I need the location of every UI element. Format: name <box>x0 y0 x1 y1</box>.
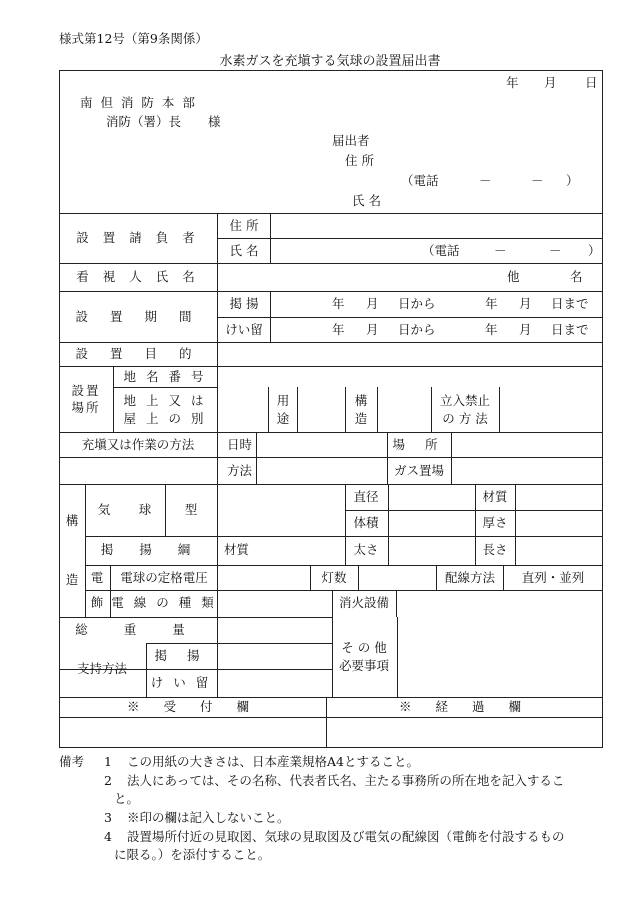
volume-label: 体積 <box>353 514 379 530</box>
notes-label: 備考 <box>59 754 85 769</box>
moor-from-year: 年 <box>332 321 345 337</box>
period-raise-label: 掲 揚 <box>229 295 259 311</box>
date-month: 月 <box>544 75 557 90</box>
contractor-address-label: 住 所 <box>229 217 259 233</box>
note-1-text: この用紙の大きさは、日本産業規格A4とすること。 <box>127 754 419 769</box>
length-label: 長さ <box>482 541 508 557</box>
total-weight-label: 総 重 量 <box>75 621 201 637</box>
applicant-name-label: 氏 名 <box>352 193 381 208</box>
moor-until: 日まで <box>551 321 589 337</box>
note-3-number: 3 <box>104 810 112 825</box>
date-day: 日 <box>585 75 598 90</box>
ground-roof-label-2: 屋 上 の 別 <box>123 410 207 426</box>
structure-section-label-2: 造 <box>65 571 79 587</box>
raise-from: 日から <box>398 295 436 311</box>
structure-label-2: 造 <box>354 410 368 426</box>
balloon-type-label: 型 <box>184 501 198 517</box>
datetime-label: 日時 <box>227 436 253 452</box>
contractor-phone-open: （電話 <box>422 242 460 258</box>
contractor-phone-dash1: － <box>494 242 507 258</box>
gas-storage-label: ガス置場 <box>393 462 445 478</box>
decoration-label-2: 飾 <box>90 594 104 610</box>
note-4-text-b: に限る。）を添付すること。 <box>114 847 271 862</box>
form-number: 様式第12号（第9条関係） <box>59 31 208 46</box>
support-method-label: 支持方法 <box>76 660 128 676</box>
moor-from: 日から <box>398 321 436 337</box>
support-moor-label: け い 留 <box>150 674 212 690</box>
addressee-line1: 南 但 消 防 本 部 <box>80 95 197 110</box>
watcher-persons: 名 <box>570 268 583 284</box>
use-label-1: 用 <box>276 392 290 408</box>
form-title: 水素ガスを充塡する気球の設置届出書 <box>219 54 441 69</box>
applicant-phone-close: ） <box>566 173 579 188</box>
other-items-label-1: そ の 他 <box>341 639 387 655</box>
support-raise-label: 掲 揚 <box>154 647 208 663</box>
date-year: 年 <box>506 75 519 90</box>
moor-until-month: 月 <box>519 321 532 337</box>
balloon-label-1: 気 <box>97 501 111 517</box>
addressee-sama: 様 <box>208 114 221 129</box>
contractor-phone-close: ） <box>588 242 601 258</box>
note-4-text-a: 設置場所付近の見取図、気球の見取図及び電気の配線図（電飾を付設するもの <box>127 829 565 844</box>
raise-from-year: 年 <box>332 295 345 311</box>
rated-voltage-label: 電球の定格電圧 <box>120 569 208 585</box>
watcher-others: 他 <box>507 268 520 284</box>
filling-method-label: 充塡又は作業の方法 <box>81 436 195 452</box>
raise-until-year: 年 <box>485 295 498 311</box>
raise-until-month: 月 <box>519 295 532 311</box>
other-items-label-2: 必要事項 <box>338 657 390 673</box>
restrict-label-1: 立入禁止 <box>439 392 491 408</box>
series-parallel-label: 直列・並列 <box>521 569 585 585</box>
addressee-line2: 消防（署）長 <box>106 114 182 129</box>
note-1-number: 1 <box>104 754 112 769</box>
site-label: 設置場所 <box>71 383 101 415</box>
note-2-text-a: 法人にあっては、その名称、代表者氏名、主たる事務所の所在地を記入するこ <box>127 773 565 788</box>
extinguisher-label: 消火設備 <box>338 594 390 610</box>
contractor-label: 設 置 請 負 者 <box>76 229 200 245</box>
structure-section-label-1: 構 <box>65 512 79 528</box>
balloon-label-2: 球 <box>138 501 152 517</box>
rope-size-label: 太さ <box>353 541 379 557</box>
wiring-method-label: 配線方法 <box>444 569 496 585</box>
moor-until-year: 年 <box>485 321 498 337</box>
raise-until: 日まで <box>551 295 589 311</box>
purpose-label: 設 置 目 的 <box>75 345 201 361</box>
period-label: 設 置 期 間 <box>75 308 201 324</box>
note-4-number: 4 <box>104 829 112 844</box>
diameter-label: 直径 <box>353 488 379 504</box>
applicant-address-label: 住 所 <box>345 153 374 168</box>
lamp-count-label: 灯数 <box>321 569 347 585</box>
material-label: 材質 <box>482 488 508 504</box>
structure-label-1: 構 <box>354 392 368 408</box>
note-3-text: ※印の欄は記入しないこと。 <box>127 810 290 825</box>
wire-type-label: 電 線 の 種 類 <box>111 594 217 610</box>
contractor-name-label: 氏 名 <box>229 242 259 258</box>
rope-material-label: 材質 <box>224 541 250 557</box>
raise-from-month: 月 <box>366 295 379 311</box>
applicant-phone-dash1: － <box>479 173 492 188</box>
reception-label: ※ 受 付 欄 <box>127 698 259 714</box>
method-label: 方法 <box>227 462 253 478</box>
restrict-label-2: の 方 法 <box>442 410 488 426</box>
rope-label: 掲 揚 綱 <box>100 541 202 557</box>
applicant-label: 届出者 <box>332 133 370 148</box>
period-moor-label: けい留 <box>225 321 263 337</box>
progress-label: ※ 経 過 欄 <box>399 698 531 714</box>
note-2-text-b: と。 <box>114 791 140 806</box>
watcher-label: 看 視 人 氏 名 <box>76 268 200 284</box>
applicant-phone-open: （電話 <box>401 173 439 188</box>
applicant-phone-dash2: － <box>531 173 544 188</box>
moor-from-month: 月 <box>366 321 379 337</box>
note-2-number: 2 <box>104 773 112 788</box>
thickness-label: 厚さ <box>482 514 508 530</box>
ground-roof-label-1: 地 上 又 は <box>123 392 207 408</box>
lot-number-label: 地 名 番 号 <box>123 368 207 384</box>
contractor-phone-dash2: － <box>549 242 562 258</box>
use-label-2: 途 <box>276 410 290 426</box>
decoration-label-1: 電 <box>90 569 104 585</box>
place-label: 場 所 <box>392 436 446 452</box>
